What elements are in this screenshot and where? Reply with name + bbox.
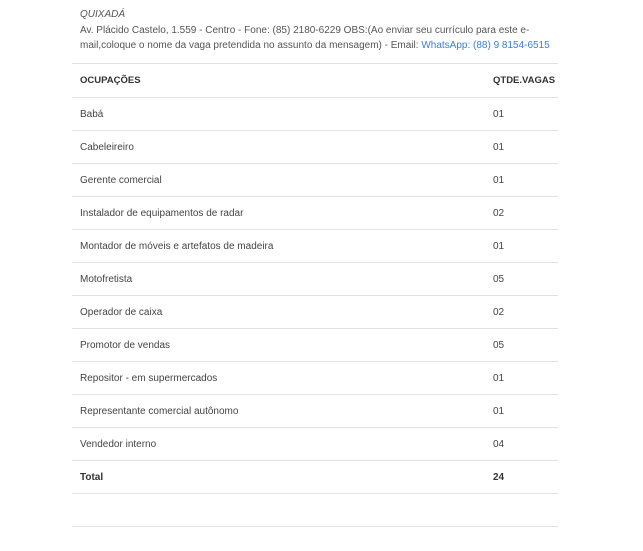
occupation-cell: Representante comercial autônomo xyxy=(80,405,239,417)
table-row xyxy=(72,362,558,395)
table-row xyxy=(72,98,558,131)
occupation-cell: Cabeleireiro xyxy=(80,141,134,153)
agency-header xyxy=(80,7,550,54)
vacancies-cell: 01 xyxy=(493,240,505,252)
occupation-cell: Babá xyxy=(80,108,104,120)
empty-row xyxy=(72,494,558,527)
total-row xyxy=(72,461,558,494)
occupation-cell: Instalador de equipamentos de radar xyxy=(80,207,244,219)
vacancies-cell: 02 xyxy=(493,207,505,219)
table-row xyxy=(72,428,558,461)
table-row xyxy=(72,263,558,296)
table-row xyxy=(72,164,558,197)
occupation-cell: Promotor de vendas xyxy=(80,339,171,351)
column-header-occupation: OCUPAÇÕES xyxy=(80,75,141,86)
total-value: 24 xyxy=(493,471,505,483)
occupation-cell: Gerente comercial xyxy=(80,174,162,186)
occupation-cell: Montador de móveis e artefatos de madeira xyxy=(80,240,274,252)
vacancies-cell: 05 xyxy=(493,339,505,351)
table-row xyxy=(72,329,558,362)
address-text: Av. Plácido Castelo, 1.559 - Centro - Fone: (85) 2180-6229 OBS:(Ao enviar seu currículo para este e-mail,coloque o nome da vaga pretendida no assunto da mensagem) - Email: xyxy=(80,24,530,51)
table-row xyxy=(72,296,558,329)
table-header-row xyxy=(72,64,558,98)
whatsapp-link[interactable]: WhatsApp: (88) 9 8154-6515 xyxy=(421,40,550,51)
vacancies-cell: 05 xyxy=(493,273,505,285)
vacancies-cell: 04 xyxy=(493,438,505,450)
city-name: QUIXADÁ xyxy=(80,9,126,20)
table-row xyxy=(72,131,558,164)
vacancies-cell: 01 xyxy=(493,405,505,417)
occupation-cell: Motofretista xyxy=(80,273,133,285)
occupation-cell: Repositor - em supermercados xyxy=(80,372,218,384)
column-header-vacancies: QTDE.VAGAS xyxy=(493,75,556,86)
table-row xyxy=(72,197,558,230)
table-row xyxy=(72,395,558,428)
vacancies-cell: 02 xyxy=(493,306,505,318)
occupation-cell: Operador de caixa xyxy=(80,306,163,318)
vacancies-cell: 01 xyxy=(493,372,505,384)
vacancies-cell: 01 xyxy=(493,141,505,153)
total-label: Total xyxy=(80,471,104,483)
table-row xyxy=(72,230,558,263)
vacancies-cell: 01 xyxy=(493,174,505,186)
occupation-cell: Vendedor interno xyxy=(80,438,157,450)
vacancies-cell: 01 xyxy=(493,108,505,120)
vacancies-table xyxy=(72,63,558,527)
